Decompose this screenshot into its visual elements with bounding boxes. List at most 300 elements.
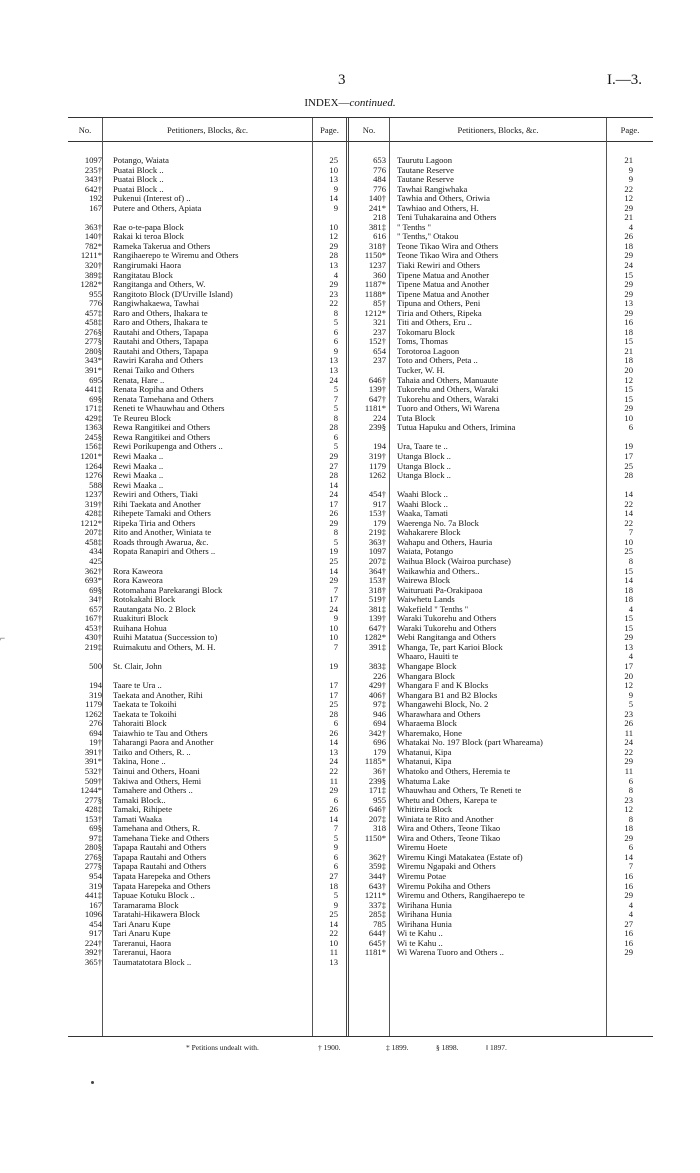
entry-name: Whaaro, Hauiti te	[397, 652, 459, 662]
entry-name: Rautangata No. 2 Block	[113, 604, 196, 614]
entry-name: Renata Ropiha and Others	[113, 385, 204, 395]
table-row	[68, 557, 344, 567]
entry-page: 14	[329, 918, 338, 929]
entry-number: 319	[89, 690, 102, 700]
entry-name: Wira and Others, Teone Tikao	[397, 833, 501, 843]
entry-page: 25	[329, 909, 338, 920]
entry-page: 29	[624, 947, 633, 958]
entry-page: 14	[329, 565, 338, 576]
entry-page: 14	[329, 737, 338, 748]
table-row	[352, 862, 652, 872]
entry-page: 26	[329, 508, 338, 519]
entry-page: 16	[624, 928, 633, 939]
entry-page: 18	[624, 326, 633, 337]
entry-name: Tipene Matua and Another	[397, 270, 490, 280]
table-row	[352, 519, 652, 529]
entry-name: Rautahi and Others, Tapapa	[113, 346, 209, 356]
table-row	[68, 767, 344, 777]
entry-number: 454†	[368, 490, 386, 500]
entry-name: Ruihi Matatua (Succession to)	[113, 633, 218, 643]
entry-name: Tapapa Rautahi and Others	[113, 843, 207, 853]
table-row	[352, 920, 652, 930]
entry-number: 1211*	[80, 251, 102, 261]
entry-name: Tamahere and Others ..	[113, 786, 193, 796]
entry-page: 14	[624, 575, 633, 586]
entry-page: 29	[624, 279, 633, 290]
entry-page: 8	[628, 555, 633, 566]
entry-name: Rangitanga and Others, W.	[113, 280, 206, 290]
entry-page: 6	[333, 718, 338, 729]
entry-number: 425	[89, 556, 102, 566]
entry-name: Teni Tuhakaraina and Others	[397, 213, 497, 223]
entry-name: Waraki Tukorehu and Others	[397, 614, 497, 624]
entry-page: 25	[329, 699, 338, 710]
entry-page: 9	[333, 899, 338, 910]
entry-name: Tahaia and Others, Manuaute	[397, 375, 499, 385]
left-header-petitioners: Petitioners, Blocks, &c.	[167, 125, 248, 135]
table-row	[352, 948, 652, 958]
entry-page: 6	[628, 775, 633, 786]
entry-page: 15	[624, 393, 633, 404]
entry-name: Wahapu and Others, Hauria	[397, 537, 493, 547]
entry-number: 1181*	[364, 404, 386, 414]
entry-name: Wira and Others, Teone Tikao	[397, 824, 501, 834]
entry-name: Tapata Harepeka and Others	[113, 881, 211, 891]
entry-number: 277§	[84, 862, 102, 872]
entry-name: Waerenga No. 7a Block	[397, 518, 479, 528]
entry-page: 6	[333, 326, 338, 337]
entry-name: Rewiri and Others, Tiaki	[113, 490, 198, 500]
table-row	[352, 586, 652, 596]
entry-name: Tucker, W. H.	[397, 366, 445, 376]
entry-number: 318†	[368, 241, 386, 251]
margin-mark: ⌐	[0, 633, 6, 643]
entry-page: 29	[624, 632, 633, 643]
entry-page: 11	[329, 947, 338, 958]
entry-number: 152†	[368, 337, 386, 347]
entry-name: Wirihana Hunia	[397, 910, 452, 920]
entry-page: 12	[329, 231, 338, 242]
entry-number: 1262	[368, 471, 386, 481]
entry-number: 644†	[368, 929, 386, 939]
entry-page: 21	[624, 212, 633, 223]
table-row	[68, 309, 344, 319]
entry-page: 24	[329, 374, 338, 385]
table-row	[352, 185, 652, 195]
table-row	[68, 280, 344, 290]
entry-number: 194	[89, 681, 102, 691]
entry-number: 389‡	[84, 270, 102, 280]
table-row	[68, 261, 344, 271]
entry-name: Tari Anaru Kupe	[113, 919, 171, 929]
entry-page: 8	[333, 307, 338, 318]
entry-page: 7	[333, 823, 338, 834]
entry-name: Reneti te Whauwhau and Others	[113, 404, 225, 414]
entry-number: 192	[89, 194, 102, 204]
table-row	[68, 232, 344, 242]
entry-page: 14	[329, 479, 338, 490]
entry-name: Puatai Block ..	[113, 184, 164, 194]
entry-number: 1237	[84, 490, 102, 500]
table-row	[352, 509, 652, 519]
entry-name: Wharaema Block	[397, 719, 457, 729]
table-row	[352, 414, 652, 424]
table-row	[352, 261, 652, 271]
entry-page: 15	[624, 622, 633, 633]
entry-number: 1188*	[364, 289, 386, 299]
entry-name: Wi Warena Tuoro and Others ..	[397, 948, 504, 958]
entry-page: 10	[329, 937, 338, 948]
entry-number: 955	[373, 795, 386, 805]
entry-page: 8	[333, 527, 338, 538]
table-row	[68, 748, 344, 758]
table-row	[68, 910, 344, 920]
entry-name: Rewa Rangitikei and Others	[113, 423, 211, 433]
left-header-no: No.	[78, 125, 92, 135]
entry-number: 320†	[84, 261, 102, 271]
entry-name: Rawiri Karaha and Others	[113, 356, 203, 366]
table-row	[352, 910, 652, 920]
entry-number: 239§	[368, 423, 386, 433]
table-row	[352, 824, 652, 834]
table-row	[68, 538, 344, 548]
table-row	[68, 939, 344, 949]
entry-name: Torotoroa Lagoon	[397, 346, 460, 356]
table-row	[352, 672, 652, 682]
entry-page: 5	[333, 890, 338, 901]
entry-number: 391*	[84, 757, 102, 767]
entry-number: 224	[373, 413, 386, 423]
entry-name: Wiremu Potae	[397, 872, 447, 882]
entry-number: 207‡	[368, 556, 386, 566]
entry-page: 15	[624, 565, 633, 576]
table-row	[68, 509, 344, 519]
table-row	[68, 652, 344, 662]
table-row	[352, 395, 652, 405]
entry-number: 392†	[84, 948, 102, 958]
entry-name: Whauwhau and Others, Te Reneti te	[397, 786, 522, 796]
entry-number: 153†	[84, 814, 102, 824]
entry-number: 532†	[84, 767, 102, 776]
entry-number: 342†	[368, 728, 386, 738]
entry-page: 9	[333, 345, 338, 356]
entry-name: Waaka, Tamati	[397, 509, 449, 519]
entry-name: Taramarama Block	[113, 900, 179, 910]
table-row	[68, 500, 344, 510]
entry-name: Rautahi and Others, Tapapa	[113, 327, 209, 337]
entry-page: 22	[624, 183, 633, 194]
table-row	[352, 251, 652, 261]
entry-number: 1282*	[364, 633, 386, 643]
entry-page: 28	[329, 250, 338, 261]
entry-page: 15	[624, 336, 633, 347]
entry-page: 29	[329, 279, 338, 290]
table-row	[352, 299, 652, 309]
entry-name: St. Clair, John	[113, 661, 162, 671]
table-row	[352, 175, 652, 185]
entry-number: 1363	[84, 423, 102, 433]
table-row	[352, 939, 652, 949]
entry-number: 1264	[84, 461, 102, 471]
entry-number: 653	[373, 156, 386, 165]
entry-number: 226	[373, 671, 386, 681]
table-row	[352, 729, 652, 739]
entry-name: Tawhiao and Others, H.	[397, 203, 479, 213]
entry-page: 28	[329, 422, 338, 433]
table-row	[352, 481, 652, 491]
entry-name: Rangirumaki Haora	[113, 261, 182, 271]
entry-page: 10	[329, 221, 338, 232]
entry-number: 693*	[84, 576, 102, 586]
entry-name: Taekata te Tokoihi	[113, 700, 177, 710]
entry-page: 29	[624, 202, 633, 213]
entry-number: 219‡	[84, 642, 102, 652]
entry-name: Rewi Porikupenga and Others ..	[113, 442, 223, 452]
table-row	[68, 729, 344, 739]
entry-name: Toto and Others, Peta ..	[397, 356, 478, 366]
entry-name: Rangitoto Block (D'Urville Island)	[113, 289, 233, 299]
table-row	[352, 815, 652, 825]
entry-number: 34†	[89, 595, 102, 605]
table-row	[352, 290, 652, 300]
entry-page: 17	[329, 498, 338, 509]
entry-name: Whatanui, Kipa	[397, 757, 452, 767]
table-row	[68, 576, 344, 586]
entry-name: Whatanui, Kipa	[397, 747, 452, 757]
entry-name: Wahakarere Block	[397, 528, 461, 538]
entry-page: 9	[333, 613, 338, 624]
entry-page: 8	[628, 813, 633, 824]
table-row	[68, 567, 344, 577]
entry-number: 645†	[368, 938, 386, 948]
entry-name: Ruihana Hohua	[113, 623, 167, 633]
entry-number: 277§	[84, 795, 102, 805]
entry-name: Renata Tamehana and Others	[113, 394, 214, 404]
table-row	[352, 462, 652, 472]
entry-name: Tamaki, Rihipete	[113, 805, 173, 815]
entry-page: 9	[333, 202, 338, 213]
entry-number: 85†	[373, 299, 386, 309]
table-row	[68, 328, 344, 338]
entry-page: 25	[329, 155, 338, 165]
table-row	[68, 815, 344, 825]
entry-page: 7	[628, 527, 633, 538]
table-row	[352, 719, 652, 729]
entry-page: 10	[329, 622, 338, 633]
entry-number: 1262	[84, 709, 102, 719]
table-row	[352, 662, 652, 672]
table-row	[352, 376, 652, 386]
entry-number: 1097	[84, 156, 102, 165]
entry-page: 5	[333, 441, 338, 452]
table-row	[352, 624, 652, 634]
entry-number: 319†	[84, 499, 102, 509]
entry-number: 381‡	[368, 604, 386, 614]
table-row	[68, 299, 344, 309]
entry-number: 776	[373, 165, 386, 175]
entry-number: 140†	[84, 232, 102, 242]
entry-name: Tiria and Others, Ripeka	[397, 308, 482, 318]
table-row	[352, 309, 652, 319]
entry-number: 588	[89, 480, 102, 490]
table-row	[352, 710, 652, 720]
table-row	[352, 223, 652, 233]
entry-page: 22	[624, 517, 633, 528]
table-row	[68, 901, 344, 911]
entry-page: 15	[624, 269, 633, 280]
table-row	[68, 872, 344, 882]
entry-number: 429‡	[84, 413, 102, 423]
entry-name: Tapapa Rautahi and Others	[113, 862, 207, 872]
entry-number: 917	[373, 499, 386, 509]
entry-name: Wiremu and Others, Rangihaerepo te	[397, 891, 525, 901]
entry-name: Waahi Block ..	[397, 499, 448, 509]
entry-number: 69§	[89, 394, 102, 404]
entry-page: 22	[624, 498, 633, 509]
entry-number: 1244*	[80, 786, 102, 796]
entry-name: Puatai Block ..	[113, 165, 164, 175]
entry-name: Renata, Hare ..	[113, 375, 165, 385]
entry-number: 509†	[84, 776, 102, 786]
entry-page: 4	[628, 909, 633, 920]
entry-name: Whanga, Te, part Karioi Block	[397, 642, 503, 652]
table-row	[352, 748, 652, 758]
entry-name: Tareranui, Haora	[113, 938, 172, 948]
entry-name: Tahoraiti Block	[113, 719, 167, 729]
entry-name: Wi te Kahu ..	[397, 938, 443, 948]
table-row	[68, 481, 344, 491]
table-row	[68, 223, 344, 233]
entry-name: Roads through Awarua, &c.	[113, 537, 209, 547]
entry-number: 245§	[84, 432, 102, 442]
entry-number: 343*	[84, 356, 102, 366]
entry-number: 457‡	[84, 308, 102, 318]
table-row	[352, 901, 652, 911]
entry-name: Rewa Rangitikei and Others	[113, 432, 211, 442]
entry-name: Rameka Takerua and Others	[113, 241, 211, 251]
table-row	[68, 462, 344, 472]
entry-name: Taekata te Tokoihi	[113, 709, 177, 719]
entry-name: Taumatatotara Block ..	[113, 957, 192, 967]
table-row	[352, 347, 652, 357]
table-row	[352, 605, 652, 615]
entry-name: Waraki Tukorehu and Others	[397, 623, 497, 633]
table-row	[352, 366, 652, 376]
entry-number: 646†	[368, 375, 386, 385]
entry-number: 321	[373, 318, 386, 328]
entry-name: Rotomahana Parekarangi Block	[113, 585, 223, 595]
entry-page: 4	[628, 603, 633, 614]
entry-page: 23	[624, 794, 633, 805]
entry-number: 694	[373, 719, 386, 729]
entry-number: 1097	[368, 547, 386, 557]
entry-number: 97‡	[89, 833, 102, 843]
entry-number: 285‡	[368, 910, 386, 920]
table-row	[68, 166, 344, 176]
entry-page: 17	[624, 450, 633, 461]
table-row	[68, 958, 344, 968]
table-row	[68, 643, 344, 653]
entry-name: Tainui and Others, Hoani	[113, 767, 200, 776]
entry-name: Waahi Block ..	[397, 490, 448, 500]
table-row	[68, 853, 344, 863]
entry-number: 237	[373, 327, 386, 337]
entry-name: Whetu and Others, Karepa te	[397, 795, 497, 805]
entry-name: Taiko and Others, R. ..	[113, 747, 191, 757]
table-row	[68, 786, 344, 796]
entry-page: 9	[628, 174, 633, 185]
entry-number: 97‡	[373, 700, 386, 710]
entry-page: 27	[329, 460, 338, 471]
entry-number: 1179	[85, 700, 102, 710]
table-row	[68, 519, 344, 529]
entry-name: Whangara B1 and B2 Blocks	[397, 690, 498, 700]
entry-name: Whangape Block	[397, 661, 457, 671]
table-row	[68, 586, 344, 596]
entry-number: 156‡	[84, 442, 102, 452]
entry-number: 153†	[368, 576, 386, 586]
entry-number: 318	[373, 824, 386, 834]
entry-number: 1096	[84, 910, 102, 920]
entry-number: 458‡	[84, 318, 102, 328]
entry-number: 954	[89, 872, 102, 882]
entry-name: Rae o-te-papa Block	[113, 222, 184, 232]
entry-name: Rotokakahi Block	[113, 595, 176, 605]
entry-name: Tipuna and Others, Peni	[397, 299, 481, 309]
table-row	[68, 710, 344, 720]
entry-name: Whitireia Block	[397, 805, 453, 815]
entry-page: 29	[329, 517, 338, 528]
right-column	[352, 156, 652, 958]
table-row	[352, 442, 652, 452]
entry-name: Webi Rangitanga and Others	[397, 633, 496, 643]
entry-page: 22	[329, 766, 338, 776]
entry-page: 17	[624, 660, 633, 671]
table-row	[68, 948, 344, 958]
left-column	[68, 156, 344, 967]
table-row	[68, 662, 344, 672]
entry-name: Wairewa Block	[397, 576, 450, 586]
entry-number: 441‡	[84, 891, 102, 901]
entry-page: 25	[624, 460, 633, 471]
entry-name: Tapata Harepeka and Others	[113, 872, 211, 882]
entry-page: 5	[333, 403, 338, 414]
entry-name: Taharangi Paora and Another	[113, 738, 214, 748]
entry-name: Wiremu Hoete	[397, 843, 448, 853]
entry-name: Rihi Taekata and Another	[113, 499, 201, 509]
entry-name: Rora Kaweora	[113, 576, 163, 586]
entry-name: Utanga Block ..	[397, 461, 451, 471]
entry-name: Taurutu Lagoon	[397, 156, 453, 165]
entry-name: Rangiwhakaewa, Tawhai	[113, 299, 200, 309]
entry-number: 1201*	[80, 451, 102, 461]
entry-number: 319	[89, 881, 102, 891]
entry-page: 21	[624, 155, 633, 165]
table-row	[352, 194, 652, 204]
entry-number: 362†	[84, 566, 102, 576]
entry-page: 21	[624, 345, 633, 356]
table-row	[68, 805, 344, 815]
entry-number: 1282*	[80, 280, 102, 290]
table-row	[68, 681, 344, 691]
entry-number: 694	[89, 728, 102, 738]
table-row	[352, 404, 652, 414]
entry-name: Tukorehu and Others, Waraki	[397, 394, 499, 404]
entry-number: 776	[89, 299, 102, 309]
table-row	[68, 318, 344, 328]
table-row	[68, 595, 344, 605]
entry-number: 785	[373, 919, 386, 929]
